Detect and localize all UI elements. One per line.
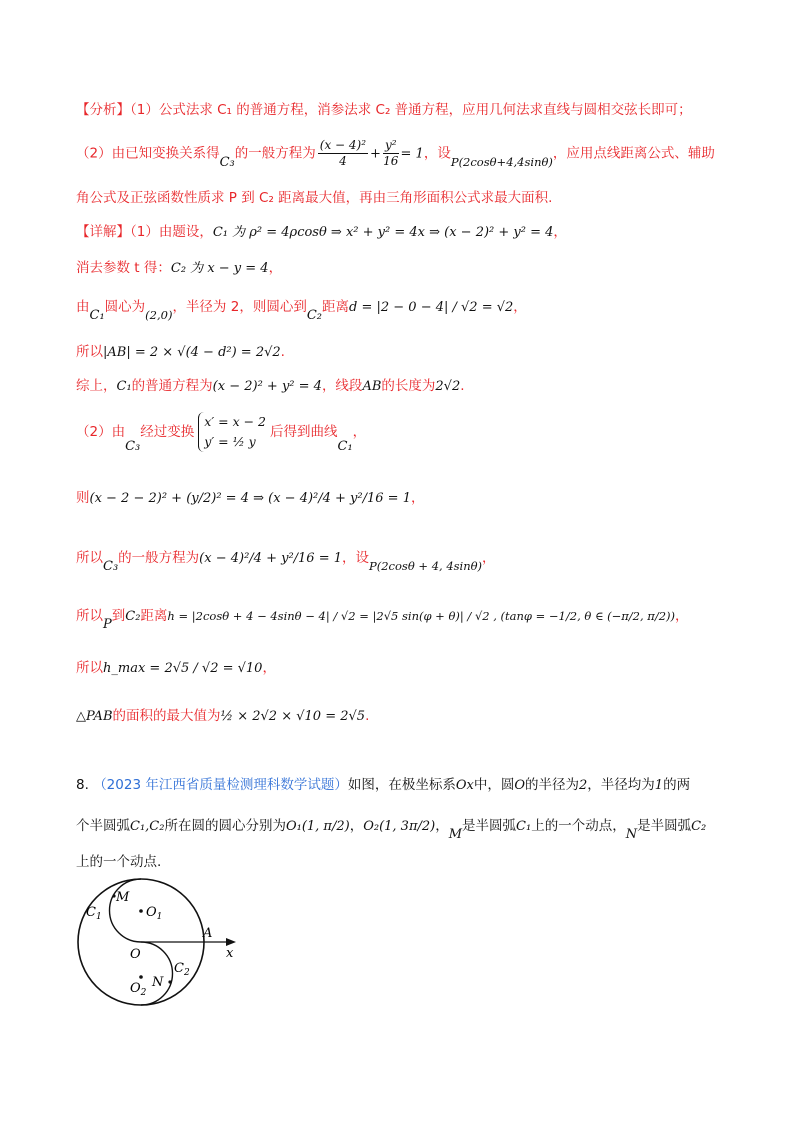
problem-text-1a: 如图，在极坐标系 — [347, 777, 456, 793]
detail-text-3c: 圆心为 — [104, 299, 146, 315]
label-n: N — [152, 975, 164, 990]
detail-eq-1: C₁ 为 ρ² = 4ρcosθ ⇒ x² + y² = 4x ⇒ (x − 2)² + y² = 4 — [212, 225, 554, 240]
label-o2: $O_2$ — [130, 981, 147, 998]
detail-text-6d: 后得到曲线 — [270, 424, 338, 440]
transform-eq-2: y′ = ½ y — [204, 434, 256, 449]
detail-eq-9: h = |2cosθ + 4 − 4sinθ − 4| / √2 = |2√5 sin(φ + θ)| / √2 , (tanφ = −1/2, θ ∈ (−π/2, π/2)) — [167, 609, 676, 623]
detail-point-p: P(2cosθ + 4, 4sinθ) — [369, 559, 483, 573]
point-o2 — [139, 975, 143, 979]
detail-c1-c: C₁ — [337, 439, 353, 454]
detail-text-5c: 的普通方程为 — [131, 378, 213, 394]
detail-text-2a: 消去参数 t 得： — [76, 260, 171, 276]
detail-ab: AB — [362, 379, 382, 394]
analysis-text-2a: （2）由已知变换关系得 — [76, 145, 220, 162]
problem-m: M — [448, 827, 463, 842]
problem-line-1 — [76, 775, 690, 796]
problem-c2: C₂ — [691, 819, 707, 834]
detail-text-3g: 距离 — [322, 299, 349, 315]
detail-text-8e: ，设 — [342, 550, 370, 566]
detail-triangle: △PAB — [76, 709, 113, 724]
detail-tag: 【详解】 — [76, 224, 130, 240]
analysis-text-2d: ，设 — [423, 145, 451, 162]
detail-len: 2√2 — [435, 379, 461, 394]
problem-text-1g: ，半径均为 — [587, 777, 655, 793]
x-axis-arrow — [226, 938, 236, 946]
detail-text-4a: 所以 — [76, 344, 103, 360]
problem-text-1c: 中，圆 — [473, 777, 515, 793]
problem-radius: 2 — [579, 778, 588, 793]
polar-figure — [66, 874, 266, 1034]
problem-source: （2023 年江西省质量检测理科数学试题） — [93, 777, 348, 793]
detail-line-8 — [76, 548, 496, 574]
detail-text-8g: ， — [482, 550, 496, 566]
detail-text-9g: ， — [675, 608, 689, 624]
detail-text-1a: （1）由题设， — [130, 224, 213, 240]
problem-c1: C₁ — [516, 819, 532, 834]
detail-eq-2: C₂ 为 x − y = 4 — [170, 261, 269, 276]
detail-text-9a: 所以 — [76, 608, 103, 624]
detail-text-10c: ， — [262, 660, 276, 676]
detail-line-3 — [76, 297, 527, 323]
transform-system — [198, 412, 266, 452]
detail-line-9 — [76, 606, 689, 632]
analysis-frac-1: $\frac{\text{(x − 4)²}}{4}$ — [319, 138, 367, 168]
problem-line-3 — [76, 852, 161, 872]
detail-c3-b: C₃ — [103, 559, 119, 574]
detail-line-2 — [76, 258, 282, 279]
problem-o: O — [514, 778, 526, 793]
analysis-line-3 — [76, 188, 552, 208]
detail-text-10a: 所以 — [76, 660, 103, 676]
detail-center: (2,0) — [145, 308, 173, 322]
problem-text-2k: 上的一个动点， — [531, 818, 626, 834]
problem-text-2a: 个半圆弧 — [76, 818, 130, 834]
label-a: A — [203, 926, 213, 941]
problem-ox: Ox — [455, 778, 474, 793]
detail-line-5 — [76, 376, 465, 397]
detail-text-5g: 的长度为 — [381, 378, 436, 394]
detail-text-9e: 距离 — [140, 608, 168, 624]
arc-c1 — [110, 879, 141, 942]
detail-c2: C₂ — [306, 308, 322, 323]
point-n — [168, 980, 171, 983]
label-o1: $O_1$ — [146, 905, 163, 922]
detail-eq-10: h_max = 2√5 / √2 = √10 — [103, 661, 263, 676]
label-c1: $C_1$ — [86, 905, 102, 922]
detail-text-3e: ，半径为 2，则圆心到 — [172, 299, 307, 315]
detail-line-1 — [76, 222, 567, 243]
label-x: x — [226, 946, 234, 961]
problem-radius-small: 1 — [654, 778, 664, 793]
problem-line-2 — [76, 816, 707, 842]
detail-text-1c: ， — [553, 224, 567, 240]
transform-eq-1: x′ = x − 2 — [204, 414, 266, 429]
label-m: M — [116, 890, 130, 905]
label-o: O — [130, 947, 141, 962]
detail-eq-4: |AB| = 2 × √(4 − d²) = 2√2 — [103, 345, 281, 360]
analysis-line-1 — [76, 100, 692, 120]
problem-text-2g: ， — [435, 818, 449, 834]
label-c2: $C_2$ — [174, 961, 190, 978]
analysis-c3: C₃ — [219, 154, 235, 170]
detail-eq-5: (x − 2)² + y² = 4 — [212, 379, 322, 394]
problem-text-2m: 是半圆弧 — [637, 818, 692, 834]
detail-text-6c: 经过变换 — [140, 424, 195, 440]
detail-text-6f: ， — [352, 424, 367, 440]
problem-o1: O₁(1, π/2) — [285, 819, 350, 834]
analysis-text-1: （1）公式法求 C₁ 的普通方程，消参法求 C₂ 普通方程，应用几何法求直线与圆相交弦长即可； — [130, 102, 692, 118]
detail-text-3i: ， — [513, 299, 527, 315]
problem-text-2i: 是半圆弧 — [462, 818, 517, 834]
analysis-point-p: P(2cosθ+4,4sinθ) — [450, 154, 553, 169]
problem-number: 8. — [76, 777, 89, 793]
detail-c2-b: C₂ — [125, 609, 141, 624]
detail-text-8c: 的一般方程为 — [118, 550, 200, 566]
detail-text-4c: . — [280, 344, 285, 360]
problem-text-1i: 的两 — [663, 777, 691, 793]
detail-line-11 — [76, 706, 369, 727]
detail-line-6 — [76, 412, 366, 466]
problem-text-2c: 所在圆的圆心分别为 — [164, 818, 286, 834]
problem-text-3: 上的一个动点. — [76, 854, 162, 870]
detail-text-3a: 由 — [76, 299, 90, 315]
analysis-frac-2: $\frac{\text{y²}}{16}$ — [383, 138, 399, 168]
detail-text-9c: 到 — [111, 608, 126, 624]
detail-p: P — [103, 617, 112, 632]
analysis-line-2: （2）由已知变换关系得C₃的一般方程为 $\frac{\text{(x − 4)²}}{4}$ + $\frac{\text{y²}}{16}$ = 1，设P(2cosθ+4,4sinθ)，应用点线距离公式、辅助 — [76, 138, 715, 170]
problem-arcs: C₁,C₂ — [130, 819, 165, 834]
detail-text-5i: . — [460, 378, 465, 394]
detail-text-7c: ， — [410, 490, 425, 506]
analysis-tag: 【分析】 — [76, 102, 130, 118]
detail-c1: C₁ — [89, 308, 105, 323]
detail-text-11b: 的面积的最大值为 — [112, 708, 221, 724]
problem-n: N — [625, 827, 638, 842]
detail-text-7a: 则 — [76, 490, 90, 506]
detail-eq-11: ½ × 2√2 × √10 = 2√5 — [220, 709, 366, 724]
detail-line-10 — [76, 658, 276, 679]
detail-eq-7: (x − 2 − 2)² + (y/2)² = 4 ⇒ (x − 4)²/4 + y²/16 = 1 — [89, 491, 411, 506]
detail-line-7 — [76, 488, 424, 509]
analysis-text-2f: ，应用点线距离公式、辅助 — [552, 145, 715, 162]
detail-line-4 — [76, 342, 285, 363]
detail-eq-8: (x − 4)²/4 + y²/16 = 1 — [199, 551, 343, 566]
problem-o2: O₂(1, 3π/2) — [363, 819, 436, 834]
analysis-text-2c: 的一般方程为 — [234, 145, 316, 162]
problem-text-2e: ， — [349, 818, 364, 834]
detail-text-5e: ，线段 — [321, 378, 363, 394]
problem-text-1e: 的半径为 — [525, 777, 580, 793]
detail-text-2c: ， — [268, 260, 283, 276]
detail-eq-3: d = |2 − 0 − 4| / √2 = √2 — [349, 300, 514, 315]
detail-text-5a: 综上， — [76, 378, 117, 394]
point-o1 — [139, 909, 143, 913]
detail-c1-b: C₁ — [116, 379, 132, 394]
detail-c3: C₃ — [125, 439, 141, 454]
detail-text-8a: 所以 — [76, 550, 103, 566]
analysis-text-3: 角公式及正弦函数性质求 P 到 C₂ 距离最大值，再由三角形面积公式求最大面积. — [76, 190, 553, 206]
detail-text-11d: . — [365, 708, 370, 724]
detail-text-6a: （2）由 — [76, 424, 126, 440]
